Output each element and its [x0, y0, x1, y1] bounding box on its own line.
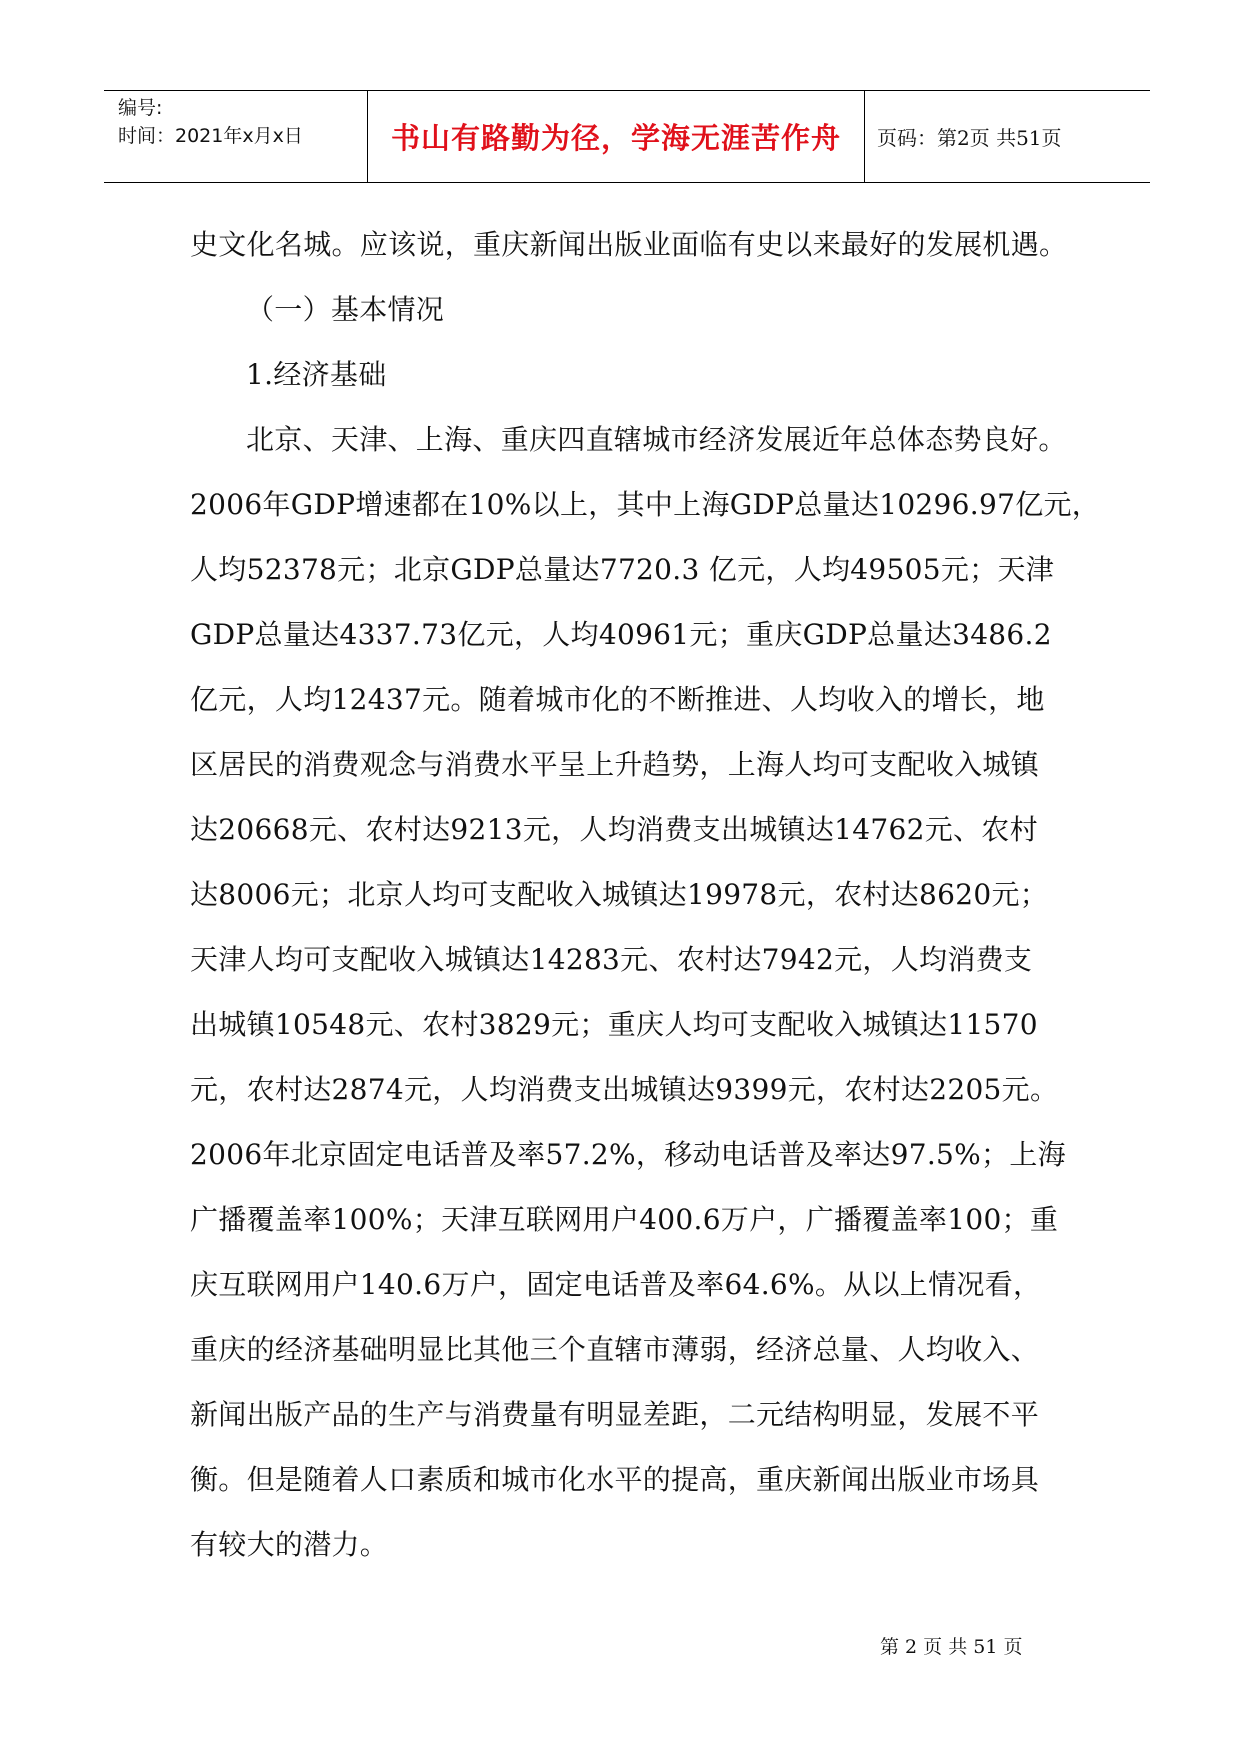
- text-line: 元，农村达2874元，人均消费支出城镇达9399元，农村达2205元。: [190, 1073, 1059, 1106]
- text-line: 衡。但是随着人口素质和城市化水平的提高，重庆新闻出版业市场具: [190, 1463, 1040, 1496]
- subsection-heading: [190, 342, 1062, 407]
- text-line: 达8006元；北京人均可支配收入城镇达19978元，农村达8620元；: [190, 878, 1049, 911]
- text-line: GDP总量达4337.73亿元，人均40961元；重庆GDP总量达3486.2: [190, 618, 1052, 651]
- text-line: 有较大的潜力。: [190, 1528, 389, 1561]
- section-title: （一）基本情况: [246, 293, 445, 326]
- text-line: 重庆的经济基础明显比其他三个直辖市薄弱，经济总量、人均收入、: [190, 1333, 1040, 1366]
- paragraph-intro-end: [190, 212, 1068, 277]
- text-line: 史文化名城。应该说，重庆新闻出版业面临有史以来最好的发展机遇。: [190, 228, 1068, 261]
- text-line: 2006年GDP增速都在10%以上，其中上海GDP总量达10296.97亿元，: [190, 488, 1101, 521]
- header-motto: 书山有路勤为径，学海无涯苦作舟: [390, 121, 841, 155]
- text-line: 出城镇10548元、农村3829元；重庆人均可支配收入城镇达11570: [190, 1008, 1038, 1041]
- text-line: 区居民的消费观念与消费水平呈上升趋势，上海人均可支配收入城镇: [190, 748, 1040, 781]
- document-body: [190, 212, 1101, 1577]
- text-line: 亿元，人均12437元。随着城市化的不断推进、人均收入的增长，地: [190, 683, 1045, 716]
- subsection-title: 1.经济基础: [246, 358, 387, 391]
- header-page-cell: [865, 91, 1150, 182]
- text-line: 达20668元、农村达9213元，人均消费支出城镇达14762元、农村: [190, 813, 1038, 846]
- header-page-info: 页码：第2页 共51页: [877, 126, 1062, 150]
- text-line: 广播覆盖率100%；天津互联网用户400.6万户，广播覆盖率100；重: [190, 1203, 1059, 1236]
- text-line: 庆互联网用户140.6万户，固定电话普及率64.6%。从以上情况看，: [190, 1268, 1042, 1301]
- time-label: 时间：2021年x月x日: [118, 125, 303, 147]
- text-line: 新闻出版产品的生产与消费量有明显差距，二元结构明显，发展不平: [190, 1398, 1040, 1431]
- text-line: 2006年北京固定电话普及率57.2%，移动电话普及率达97.5%；上海: [190, 1138, 1066, 1171]
- paragraph-economy: [190, 407, 1101, 1577]
- text-line: 人均52378元；北京GDP总量达7720.3 亿元，人均49505元；天津: [190, 553, 1055, 586]
- text-line: 天津人均可支配收入城镇达14283元、农村达7942元，人均消费支: [190, 943, 1033, 976]
- serial-number-label: 编号:: [118, 97, 163, 119]
- header-left-cell: [104, 91, 368, 182]
- text-line: 北京、天津、上海、重庆四直辖城市经济发展近年总体态势良好。: [246, 423, 1067, 456]
- page-footer: 第 2 页 共 51 页: [880, 1636, 1023, 1658]
- section-heading: [190, 277, 1062, 342]
- page-header: [104, 90, 1150, 183]
- header-motto-cell: [368, 91, 865, 182]
